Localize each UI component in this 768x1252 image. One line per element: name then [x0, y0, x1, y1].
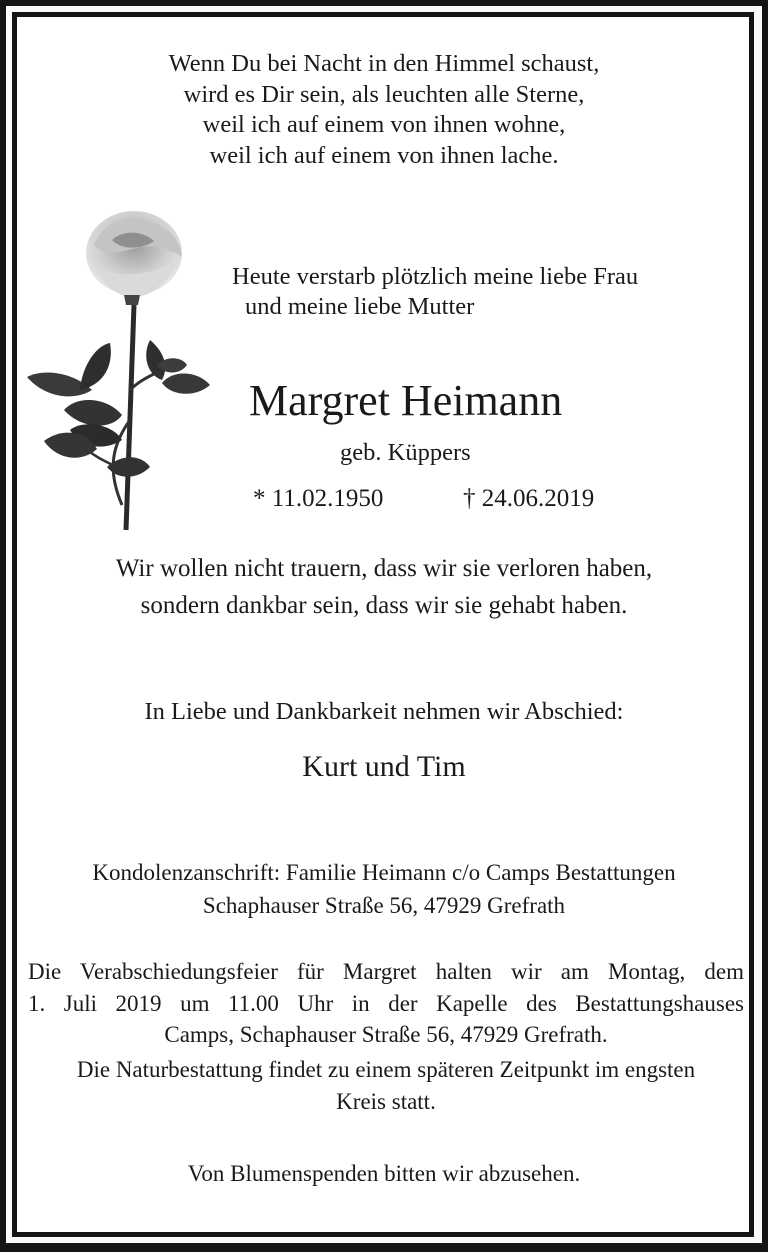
deceased-name: Margret Heimann [249, 376, 563, 425]
poem-line: weil ich auf einem von ihnen wohne, [202, 111, 566, 138]
ceremony-notice [28, 956, 744, 1051]
condolence-line: Kondolenzanschrift: Familie Heimann c/o Camps Bestattungen [92, 860, 676, 885]
rose-icon [22, 205, 212, 535]
birth-name: geb. Küppers [340, 439, 471, 466]
quote-line: sondern dankbar sein, dass wir sie gehabt haben. [140, 592, 628, 619]
ceremony-line: 1. Juli 2019 um 11.00 Uhr in der Kapelle des Bestattungshauses [28, 990, 744, 1016]
burial-line: Kreis statt. [336, 1089, 436, 1114]
farewell-text: In Liebe und Dankbarkeit nehmen wir Abschied: [144, 698, 624, 725]
signers: Kurt und Tim [302, 750, 466, 783]
quote-line: Wir wollen nicht trauern, dass wir sie verloren haben, [115, 555, 653, 582]
intro-line: und meine liebe Mutter [245, 293, 475, 320]
poem-line: wird es Dir sein, als leuchten alle Sterne, [183, 80, 585, 108]
birth-date: * 11.02.1950 [253, 485, 384, 512]
poem-line: Wenn Du bei Nacht in den Himmel schaust, [168, 50, 600, 77]
burial-notice [28, 1054, 744, 1118]
quote [0, 550, 768, 624]
ceremony-line: Die Verabschiedungsfeier für Margret halten wir am Montag, dem [28, 959, 744, 984]
condolence-address [0, 856, 768, 922]
death-date: † 24.06.2019 [463, 485, 595, 512]
intro-text [232, 262, 638, 322]
flowers-note: Von Blumenspenden bitten wir abzusehen. [187, 1161, 581, 1186]
intro-line: Heute verstarb plötzlich meine liebe Frau [232, 263, 639, 290]
poem [0, 49, 768, 171]
burial-line: Die Naturbestattung findet zu einem späteren Zeitpunkt im engsten [76, 1057, 696, 1082]
condolence-line: Schaphauser Straße 56, 47929 Grefrath [202, 893, 566, 918]
ceremony-line: Camps, Schaphauser Straße 56, 47929 Grefrath. [164, 1022, 608, 1047]
poem-line: weil ich auf einem von ihnen lache. [209, 141, 559, 169]
